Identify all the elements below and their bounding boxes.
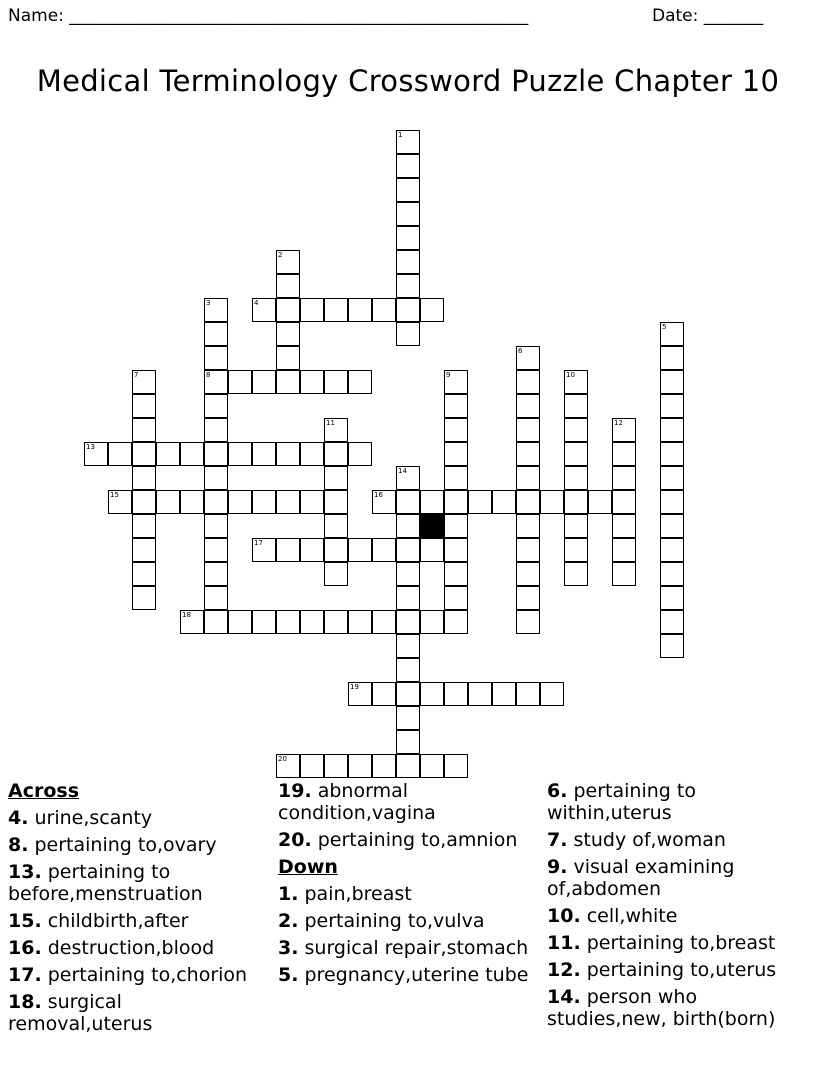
crossword-cell: [468, 682, 492, 706]
crossword-cell: [396, 490, 420, 514]
crossword-cell: [324, 442, 348, 466]
clue-number: 18.: [8, 991, 42, 1013]
crossword-cell: [132, 442, 156, 466]
clue-across-18: [8, 991, 263, 1035]
crossword-cell: [660, 466, 684, 490]
crossword-cell: [324, 490, 348, 514]
clue-number: 5.: [278, 964, 299, 986]
clue-number: 9.: [547, 856, 568, 878]
cell-number: 20: [278, 755, 287, 763]
crossword-cell: [300, 754, 324, 778]
crossword-cell: [516, 586, 540, 610]
crossword-cell: [396, 634, 420, 658]
crossword-cell: [516, 394, 540, 418]
crossword-cell: [396, 586, 420, 610]
crossword-cell: [252, 538, 276, 562]
crossword-cell: [660, 514, 684, 538]
clue-text: pertaining to before,menstruation: [8, 861, 203, 905]
crossword-cell: [180, 442, 204, 466]
clue-down-2: [278, 910, 533, 932]
crossword-cell: [540, 682, 564, 706]
crossword-cell: [660, 418, 684, 442]
clue-text: pertaining to within,uterus: [547, 780, 696, 824]
crossword-cell: [300, 610, 324, 634]
across-heading: Across: [8, 780, 80, 802]
crossword-cell: [228, 370, 252, 394]
cell-number: 15: [110, 491, 119, 499]
crossword-cell: [420, 682, 444, 706]
crossword-cell: [492, 490, 516, 514]
crossword-cell: [276, 490, 300, 514]
clue-text: pertaining to,chorion: [47, 964, 248, 986]
cell-number: 4: [254, 299, 259, 307]
crossword-cell: [396, 682, 420, 706]
crossword-cell: [444, 586, 468, 610]
crossword-cell: [564, 418, 588, 442]
crossword-cell: [660, 562, 684, 586]
clue-number: 16.: [8, 937, 42, 959]
clue-down-14: [547, 986, 812, 1030]
clue-text: pertaining to,uterus: [586, 959, 777, 981]
crossword-cell: [396, 730, 420, 754]
crossword-cell: [348, 754, 372, 778]
crossword-cell: [348, 682, 372, 706]
name-field-label: Name: ______________________________________________________: [8, 6, 529, 26]
crossword-cell: [324, 610, 348, 634]
clue-across-20: [278, 829, 533, 851]
clue-text: study of,woman: [573, 829, 726, 851]
crossword-cell: [180, 490, 204, 514]
crossword-cell: [396, 514, 420, 538]
clue-across-16: [8, 937, 263, 959]
crossword-cell: [516, 442, 540, 466]
cell-number: 8: [206, 371, 211, 379]
clue-number: 17.: [8, 964, 42, 986]
crossword-cell: [204, 514, 228, 538]
crossword-cell: [324, 538, 348, 562]
crossword-cell: [516, 562, 540, 586]
crossword-cell: [588, 490, 612, 514]
clue-down-5: [278, 964, 533, 986]
crossword-cell: [420, 754, 444, 778]
crossword-cell: [396, 658, 420, 682]
cell-number: 7: [134, 371, 139, 379]
clue-number: 10.: [547, 905, 581, 927]
crossword-cell: [612, 466, 636, 490]
crossword-cell: [204, 418, 228, 442]
crossword-cell: [660, 370, 684, 394]
crossword-cell: [564, 442, 588, 466]
cell-number: 18: [182, 611, 191, 619]
crossword-cell: [276, 754, 300, 778]
clue-text: pertaining to,vulva: [304, 910, 485, 932]
crossword-cell: [396, 610, 420, 634]
clue-number: 15.: [8, 910, 42, 932]
cell-number: 6: [518, 347, 523, 355]
crossword-cell: [324, 298, 348, 322]
cell-number: 11: [326, 419, 335, 427]
crossword-cell: [252, 298, 276, 322]
crossword-cell: [300, 442, 324, 466]
clue-down-11: [547, 932, 812, 954]
crossword-cell: [300, 298, 324, 322]
clue-number: 11.: [547, 932, 581, 954]
crossword-cell: [276, 250, 300, 274]
crossword-cell: [108, 490, 132, 514]
crossword-cell: [516, 514, 540, 538]
crossword-cell: [660, 346, 684, 370]
cell-number: 12: [614, 419, 623, 427]
crossword-cell: [132, 586, 156, 610]
crossword-cell: [420, 298, 444, 322]
cell-number: 10: [566, 371, 575, 379]
crossword-cell: [228, 610, 252, 634]
crossword-cell: [132, 394, 156, 418]
crossword-cell: [276, 346, 300, 370]
clue-number: 3.: [278, 937, 299, 959]
crossword-cell: [204, 610, 228, 634]
crossword-cell: [540, 490, 564, 514]
cell-number: 3: [206, 299, 211, 307]
crossword-cell: [324, 418, 348, 442]
crossword-cell: [300, 370, 324, 394]
crossword-cell: [564, 490, 588, 514]
crossword-cell: [660, 538, 684, 562]
crossword-cell: [132, 418, 156, 442]
crossword-cell: [420, 538, 444, 562]
clue-text: person who studies,new, birth(born): [547, 986, 776, 1030]
crossword-cell: [444, 442, 468, 466]
crossword-cell: [444, 466, 468, 490]
crossword-cell: [348, 610, 372, 634]
crossword-cell: [372, 298, 396, 322]
crossword-cell: [396, 466, 420, 490]
clues-column-1: [8, 780, 263, 1040]
crossword-cell: [204, 466, 228, 490]
crossword-cell: [252, 442, 276, 466]
crossword-cell: [204, 562, 228, 586]
crossword-cell: [348, 370, 372, 394]
crossword-cell: [372, 538, 396, 562]
crossword-cell: [516, 682, 540, 706]
crossword-cell: [84, 442, 108, 466]
crossword-cell: [204, 442, 228, 466]
crossword-cell: [516, 466, 540, 490]
crossword-cell: [396, 274, 420, 298]
crossword-cell: [660, 634, 684, 658]
page-title: Medical Terminology Crossword Puzzle Chapter 10: [36, 64, 780, 98]
crossword-cell: [396, 154, 420, 178]
clue-number: 4.: [8, 807, 29, 829]
clue-down-7: [547, 829, 812, 851]
clue-text: cell,white: [586, 905, 678, 927]
crossword-cell: [324, 370, 348, 394]
cell-number: 19: [350, 683, 359, 691]
clue-number: 8.: [8, 834, 29, 856]
cell-number: 13: [86, 443, 95, 451]
clue-number: 7.: [547, 829, 568, 851]
clue-text: surgical removal,uterus: [8, 991, 153, 1035]
crossword-cell: [252, 370, 276, 394]
crossword-cell: [228, 442, 252, 466]
clue-text: pertaining to,ovary: [34, 834, 217, 856]
crossword-cell: [660, 394, 684, 418]
crossword-cell: [276, 442, 300, 466]
date-field-label: Date: _______: [652, 6, 764, 26]
crossword-cell: [396, 706, 420, 730]
crossword-cell: [276, 610, 300, 634]
crossword-cell: [516, 370, 540, 394]
crossword-black-cell: [420, 514, 444, 538]
clue-across-4: [8, 807, 263, 829]
crossword-cell: [204, 538, 228, 562]
crossword-cell: [396, 226, 420, 250]
crossword-cell: [228, 490, 252, 514]
crossword-cell: [516, 538, 540, 562]
crossword-cell: [612, 418, 636, 442]
crossword-cell: [444, 394, 468, 418]
crossword-cell: [516, 490, 540, 514]
crossword-cell: [420, 490, 444, 514]
crossword-cell: [300, 490, 324, 514]
crossword-cell: [564, 514, 588, 538]
cell-number: 5: [662, 323, 667, 331]
crossword-cell: [324, 754, 348, 778]
clue-number: 12.: [547, 959, 581, 981]
clue-text: abnormal condition,vagina: [278, 780, 436, 824]
crossword-cell: [348, 538, 372, 562]
crossword-cell: [108, 442, 132, 466]
clue-number: 1.: [278, 883, 299, 905]
crossword-cell: [564, 466, 588, 490]
crossword-cell: [396, 178, 420, 202]
crossword-cell: [612, 442, 636, 466]
crossword-cell: [324, 562, 348, 586]
crossword-cell: [204, 490, 228, 514]
crossword-cell: [204, 346, 228, 370]
crossword-cell: [516, 346, 540, 370]
crossword-cell: [348, 442, 372, 466]
crossword-cell: [396, 538, 420, 562]
clue-down-10: [547, 905, 812, 927]
crossword-cell: [660, 442, 684, 466]
crossword-cell: [468, 490, 492, 514]
crossword-cell: [132, 490, 156, 514]
cell-number: 2: [278, 251, 283, 259]
clue-number: 19.: [278, 780, 312, 802]
clue-down-9: [547, 856, 812, 900]
down-heading: Down: [278, 856, 338, 878]
crossword-cell: [444, 370, 468, 394]
crossword-cell: [444, 538, 468, 562]
clue-down-3: [278, 937, 533, 959]
crossword-cell: [252, 610, 276, 634]
cell-number: 16: [374, 491, 383, 499]
crossword-cell: [396, 202, 420, 226]
crossword-cell: [276, 298, 300, 322]
clue-text: destruction,blood: [47, 937, 215, 959]
crossword-cell: [516, 418, 540, 442]
crossword-cell: [132, 514, 156, 538]
clue-text: childbirth,after: [47, 910, 189, 932]
crossword-cell: [204, 370, 228, 394]
clue-text: visual examining of,abdomen: [547, 856, 735, 900]
clue-text: surgical repair,stomach: [304, 937, 529, 959]
crossword-cell: [300, 538, 324, 562]
crossword-cell: [324, 514, 348, 538]
crossword-cell: [276, 370, 300, 394]
crossword-cell: [396, 322, 420, 346]
crossword-cell: [132, 562, 156, 586]
crossword-cell: [564, 370, 588, 394]
crossword-cell: [204, 322, 228, 346]
cell-number: 14: [398, 467, 407, 475]
crossword-cell: [372, 754, 396, 778]
clue-number: 13.: [8, 861, 42, 883]
crossword-cell: [396, 298, 420, 322]
crossword-cell: [348, 298, 372, 322]
clue-number: 20.: [278, 829, 312, 851]
clue-across-15: [8, 910, 263, 932]
crossword-cell: [444, 682, 468, 706]
crossword-cell: [612, 538, 636, 562]
clue-number: 6.: [547, 780, 568, 802]
clue-down-12: [547, 959, 812, 981]
clue-text: pertaining to,breast: [586, 932, 776, 954]
crossword-cell: [564, 394, 588, 418]
crossword-cell: [612, 562, 636, 586]
crossword-cell: [252, 490, 276, 514]
crossword-cell: [444, 610, 468, 634]
crossword-cell: [612, 490, 636, 514]
crossword-cell: [660, 610, 684, 634]
clue-across-19: [278, 780, 533, 824]
crossword-cell: [372, 610, 396, 634]
crossword-cell: [396, 130, 420, 154]
clue-down-6: [547, 780, 812, 824]
crossword-cell: [204, 298, 228, 322]
crossword-cell: [180, 610, 204, 634]
clues-column-2: [278, 780, 533, 991]
clue-number: 2.: [278, 910, 299, 932]
crossword-cell: [396, 250, 420, 274]
crossword-cell: [612, 514, 636, 538]
clue-across-8: [8, 834, 263, 856]
clue-text: pertaining to,amnion: [317, 829, 518, 851]
crossword-cell: [564, 538, 588, 562]
crossword-cell: [444, 514, 468, 538]
crossword-cell: [444, 418, 468, 442]
crossword-cell: [420, 610, 444, 634]
crossword-cell: [276, 538, 300, 562]
clues-column-3: [547, 780, 812, 1035]
clue-text: urine,scanty: [34, 807, 153, 829]
crossword-cell: [444, 754, 468, 778]
crossword-cell: [444, 562, 468, 586]
crossword-cell: [660, 322, 684, 346]
clue-text: pain,breast: [304, 883, 412, 905]
crossword-cell: [276, 274, 300, 298]
crossword-cell: [372, 490, 396, 514]
clue-text: pregnancy,uterine tube: [304, 964, 529, 986]
crossword-cell: [492, 682, 516, 706]
crossword-cell: [324, 466, 348, 490]
crossword-cell: [204, 394, 228, 418]
crossword-cell: [372, 682, 396, 706]
crossword-cell: [132, 538, 156, 562]
clue-number: 14.: [547, 986, 581, 1008]
crossword-cell: [204, 586, 228, 610]
clue-across-17: [8, 964, 263, 986]
crossword-cell: [660, 490, 684, 514]
crossword-cell: [396, 754, 420, 778]
cell-number: 9: [446, 371, 451, 379]
crossword-cell: [276, 322, 300, 346]
crossword-cell: [564, 562, 588, 586]
crossword-cell: [132, 370, 156, 394]
cell-number: 17: [254, 539, 263, 547]
crossword-cell: [396, 562, 420, 586]
crossword-cell: [660, 586, 684, 610]
crossword-cell: [444, 490, 468, 514]
crossword-cell: [516, 610, 540, 634]
clue-across-13: [8, 861, 263, 905]
crossword-cell: [132, 466, 156, 490]
clue-down-1: [278, 883, 533, 905]
cell-number: 1: [398, 131, 403, 139]
crossword-cell: [156, 442, 180, 466]
crossword-cell: [156, 490, 180, 514]
